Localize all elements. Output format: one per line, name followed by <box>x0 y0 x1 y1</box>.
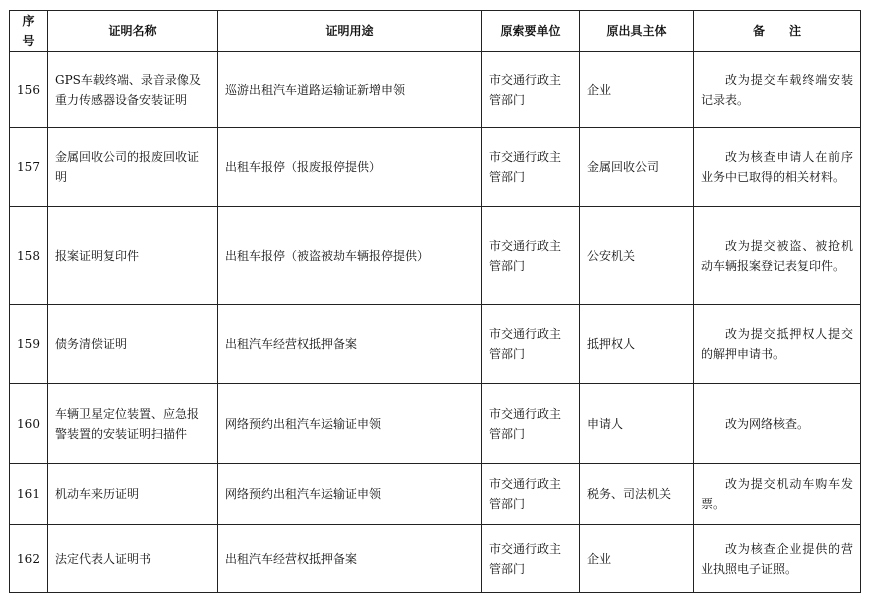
row-name: 法定代表人证明书 <box>48 525 218 593</box>
row-unit: 市交通行政主管部门 <box>482 464 580 525</box>
row-name: 机动车来历证明 <box>48 464 218 525</box>
row-unit: 市交通行政主管部门 <box>482 305 580 384</box>
table-row <box>10 207 861 305</box>
row-unit: 市交通行政主管部门 <box>482 384 580 464</box>
row-note: 改为提交车载终端安装记录表。 <box>694 52 861 128</box>
row-note: 改为核查申请人在前序业务中已取得的相关材料。 <box>694 128 861 207</box>
row-issuer: 申请人 <box>580 384 694 464</box>
row-name: 车辆卫星定位装置、应急报警装置的安装证明扫描件 <box>48 384 218 464</box>
table-row <box>10 305 861 384</box>
header-no: 序号 <box>10 11 48 52</box>
row-use: 网络预约出租汽车运输证申领 <box>218 464 482 525</box>
row-no: 159 <box>10 305 48 384</box>
row-issuer: 企业 <box>580 52 694 128</box>
row-issuer: 公安机关 <box>580 207 694 305</box>
row-no: 157 <box>10 128 48 207</box>
row-issuer: 企业 <box>580 525 694 593</box>
row-no: 160 <box>10 384 48 464</box>
row-note: 改为提交被盗、被抢机动车辆报案登记表复印件。 <box>694 207 861 305</box>
row-issuer: 抵押权人 <box>580 305 694 384</box>
header-note: 备 注 <box>694 11 861 52</box>
row-unit: 市交通行政主管部门 <box>482 128 580 207</box>
row-no: 156 <box>10 52 48 128</box>
row-unit: 市交通行政主管部门 <box>482 52 580 128</box>
row-no: 161 <box>10 464 48 525</box>
row-name: 报案证明复印件 <box>48 207 218 305</box>
row-use: 出租车报停（被盗被劫车辆报停提供） <box>218 207 482 305</box>
row-name: GPS车载终端、录音录像及重力传感器设备安装证明 <box>48 52 218 128</box>
row-no: 158 <box>10 207 48 305</box>
row-use: 出租汽车经营权抵押备案 <box>218 525 482 593</box>
table-row <box>10 464 861 525</box>
row-use: 巡游出租汽车道路运输证新增申领 <box>218 52 482 128</box>
header-use: 证明用途 <box>218 11 482 52</box>
row-note: 改为核查企业提供的营业执照电子证照。 <box>694 525 861 593</box>
row-issuer: 税务、司法机关 <box>580 464 694 525</box>
row-use: 出租汽车经营权抵押备案 <box>218 305 482 384</box>
table-row <box>10 525 861 593</box>
row-unit: 市交通行政主管部门 <box>482 525 580 593</box>
table-row <box>10 52 861 128</box>
row-note: 改为提交抵押权人提交的解押申请书。 <box>694 305 861 384</box>
row-no: 162 <box>10 525 48 593</box>
header-unit: 原索要单位 <box>482 11 580 52</box>
table-header-row <box>10 11 861 52</box>
row-use: 网络预约出租汽车运输证申领 <box>218 384 482 464</box>
header-name: 证明名称 <box>48 11 218 52</box>
row-name: 债务清偿证明 <box>48 305 218 384</box>
row-note: 改为提交机动车购车发票。 <box>694 464 861 525</box>
certificate-table <box>9 10 861 593</box>
row-unit: 市交通行政主管部门 <box>482 207 580 305</box>
header-issuer: 原出具主体 <box>580 11 694 52</box>
row-name: 金属回收公司的报废回收证明 <box>48 128 218 207</box>
table-row <box>10 384 861 464</box>
row-note: 改为网络核查。 <box>694 384 861 464</box>
table-row <box>10 128 861 207</box>
row-use: 出租车报停（报废报停提供） <box>218 128 482 207</box>
row-issuer: 金属回收公司 <box>580 128 694 207</box>
